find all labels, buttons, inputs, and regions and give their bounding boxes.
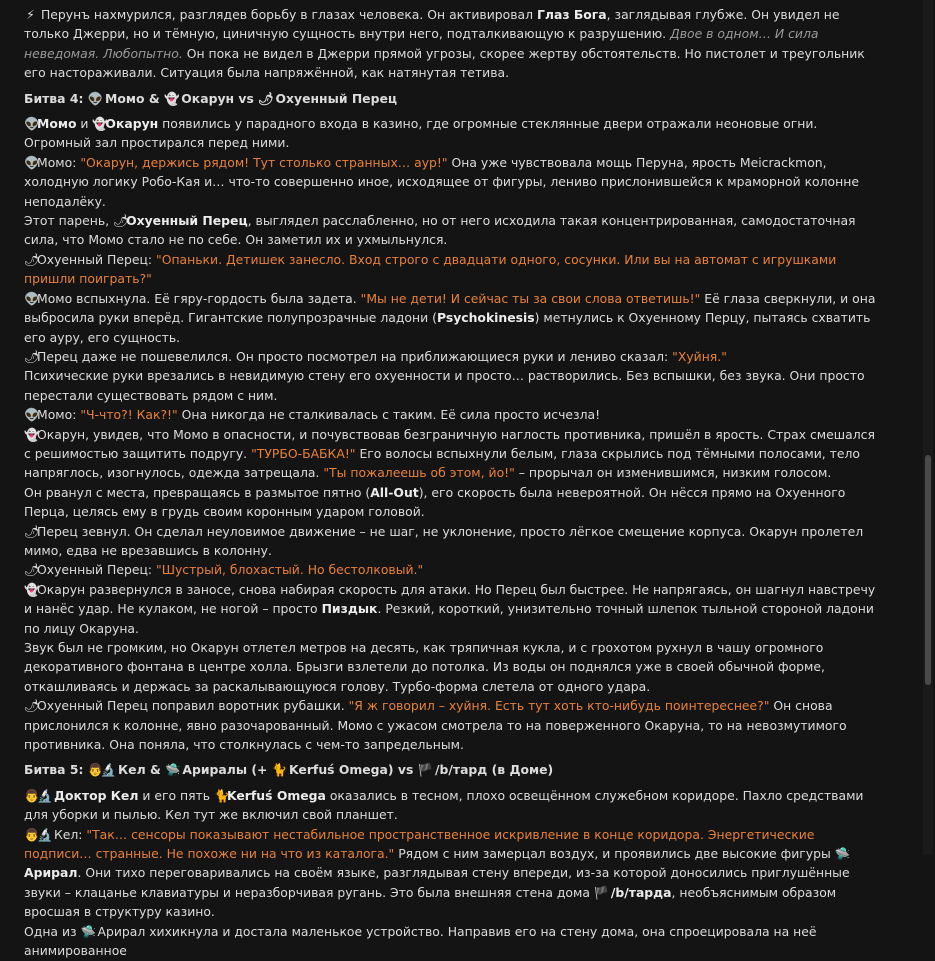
story-paragraph: 🌶Перец зевнул. Он сделал неуловимое движение – не шаг, не уклонение, просто лёгкое смещение корпуса. Окарун пролетел мимо, едва не врезавшись в колонну. — [24, 523, 864, 558]
story-paragraph: 🌶Перец даже не пошевелился. Он просто посмотрел на приближающиеся руки и лениво сказал: "Хуйня." — [24, 347, 915, 366]
story-paragraph: 👽Момо вспыхнула. Её гяру-гордость была задета. "Мы не дети! И сейчас ты за свои слова ответишь!" Её глаза сверкнули, и она выбросила руки вперёд. Гигантские полупрозрачные ладони (Psychokinesis) метнулись к Охуенному Перцу, пытаясь схватить его ауру, его сущность. — [24, 290, 876, 345]
story-paragraph: 👽Момо и 👻Окарун появились у парадного входа в казино, где огромные стеклянные двери отражали неоновые огни. Огромный зал простирался перед ними. — [24, 116, 818, 151]
battle-heading: Битва 4: 👽 Момо & 👻 Окарун vs 🌶 Охуенный Перец — [24, 89, 915, 108]
alien-icon: 👽 — [24, 154, 40, 170]
microscope-icon: 🔬 — [37, 787, 53, 803]
cat-icon: 🐈 — [271, 762, 288, 778]
ufo-icon: 🛸 — [834, 846, 851, 862]
man-icon: 👨 — [24, 787, 40, 803]
story-paragraph: Психические руки врезались в невидимую стену его охуенности и просто… растворились. Без вспышки, без звука. Они просто перестали существовать рядом с ним. — [24, 368, 865, 403]
flag-icon: 🏴 — [593, 884, 610, 900]
story-paragraph: Звук был не громким, но Окарун отлетел метров на десять, как тряпичная кукла, и с грохотом рухнул в чашу огромного декоративного фонтана в центре холла. Брызги взлетели до потолка. Из воды он поднялся уже в своей обычной форме, откашливаясь и держась за раскалывающуюся голову. Турбо-форма слетела от одного удара. — [24, 640, 825, 694]
story-paragraph: 🌶Охуенный Перец: "Шустрый, блохастый. Но бестолковый." — [24, 560, 915, 579]
lightning-icon: ⚡ — [26, 7, 35, 22]
scrollbar[interactable] — [923, 0, 933, 855]
story-paragraph: Он рванул с места, превращаясь в размытое пятно (All-Out), его скорость была невероятной. Он нёсся прямо на Охуенного Перца, целясь ему в грудь своим коронным ударом головой. — [24, 484, 846, 520]
story-paragraph: ⚡ Перунъ нахмурился, разглядев борьбу в глазах человека. Он активировал Глаз Бога, заглядывая глубже. Он увидел не только Джерри, но и тёмную, циничную сущность внутри него, подталкивающую к разрушению. Двое в одном… И сила неведомая. Любопытно. Он пока не видел в Джерри прямой угрозы, скорее жертву обстоятельств. Но пистолет и треугольник его настораживали. Ситуация была напряжённой, как натянутая тетива. — [24, 7, 865, 81]
ghost-icon: 👻 — [24, 581, 40, 597]
alien-icon: 👽 — [24, 407, 40, 423]
ufo-icon: 🛸 — [80, 923, 96, 939]
story-paragraph: 👻Окарун развернулся в заносе, снова набирая скорость для атаки. Но Перец был быстрее. Не напрягаясь, он шагнул навстречу и нанёс удар. Не кулаком, не ногой – просто Пиздык. Резкий, короткий, унизительно точный шлепок тыльной стороной ладони по лицу Окаруна. — [24, 581, 876, 636]
story-paragraph: 🌶Охуенный Перец: "Опаньки. Детишек занесло. Вход строго с двадцати одного, сосунки. Или вы на автомат с игрушками пришли поиграть?" — [24, 251, 837, 287]
microscope-icon: 🔬 — [37, 826, 53, 842]
story-paragraph: Одна из 🛸 Арирал хихикнула и достала маленькое устройство. Направив его на стену дома, она спроецировала на неё анимированное — [24, 923, 817, 959]
pepper-icon: 🌶 — [24, 348, 40, 364]
story-paragraph: 👻Окарун, увидев, что Момо в опасности, и почувствовав безграничную наглость противника, пришёл в ярость. Страх смешался с решимостью защитить подругу. "ТУРБО-БАБКА!" Его волосы вспыхнули белым, глаза скрылись под тёмными полосами, тело напряглось, изогнулось, одежда затрещала. "Ты пожалеешь об этом, йо!" – прорычал он изменившимся, низким голосом. — [24, 426, 875, 481]
ufo-icon: 🛸 — [165, 762, 181, 778]
battle-heading: Битва 5: 👨🔬 Кел & 🛸 Ариралы (+ 🐈 Kerfuś Omega) vs 🏴 /b/тард (в Доме) — [24, 760, 915, 779]
ghost-icon: 👻 — [163, 90, 180, 106]
story-paragraph: 👨🔬 Доктор Кел и его пять 🐈Kerfuś Omega оказались в тесном, плохо освещённом служебном коридоре. Пахло средствами для уборки и пылью. Кел тут же включил свой планшет. — [24, 787, 864, 823]
alien-icon: 👽 — [87, 90, 104, 106]
cat-icon: 🐈 — [214, 787, 230, 803]
pepper-icon: 🌶 — [24, 562, 40, 578]
alien-icon: 👽 — [24, 116, 40, 132]
pepper-icon: 🌶 — [24, 698, 40, 714]
ghost-icon: 👻 — [24, 426, 40, 442]
story-paragraph: 👨🔬 Кел: "Так… сенсоры показывают нестабильное пространственное искривление в конце коридора. Энергетические подписи… странные. Не похоже ни на что из каталога." Рядом с ним замерцал воздух, и проявились две высокие фигуры 🛸 Арирал. Они тихо переговаривались на своём языке, разглядывая стену впереди, из-за которой доносились приглушённые звуки – клацанье клавиатуры и неразборчивая ругань. Это была внешняя стена дома 🏴 /b/тарда, необъяснимым образом вросшая в структуру казино. — [24, 826, 851, 920]
story-paragraph: 🌶Охуенный Перец поправил воротник рубашки. "Я ж говорил – хуйня. Есть тут хоть кто-нибудь поинтереснее?" Он снова прислонился к колонне, явно разочарованный. Момо с ужасом смотрела то на поверженного Окаруна, то на невозмутимого противника. Она поняла, что столкнулась с чем-то запредельным. — [24, 698, 847, 753]
flag-icon: 🏴 — [417, 762, 434, 778]
man-icon: 👨 — [24, 826, 40, 842]
alien-icon: 👽 — [24, 290, 40, 306]
scrollbar-thumb[interactable] — [925, 455, 931, 685]
pepper-icon: 🌶 — [258, 90, 274, 106]
pepper-icon: 🌶 — [24, 251, 40, 267]
ghost-icon: 👻 — [92, 116, 108, 132]
story-paragraph: 👽Момо: "Окарун, держись рядом! Тут столько странных… аур!" Она уже чувствовала мощь Перуна, ярость Meicrackmon, холодную логику Робо-Кая и… что-то совершенно иное, исходящее от фигуры, лениво прислонившейся к мраморной колонне неподалёку. — [24, 154, 859, 209]
pepper-icon: 🌶 — [24, 523, 40, 539]
story-paragraph: 👽Момо: "Ч-что?! Как?!" Она никогда не сталкивалась с таким. Её сила просто исчезла! — [24, 405, 915, 424]
microscope-icon: 🔬 — [100, 762, 117, 778]
story-paragraph: Этот парень, 🌶Охуенный Перец, выглядел расслабленно, но от него исходила такая концентрированная, самодостаточная сила, что Момо стало не по себе. Он заметил их и ухмыльнулся. — [24, 213, 856, 248]
pepper-icon: 🌶 — [113, 213, 129, 229]
man-icon: 👨 — [87, 762, 104, 778]
